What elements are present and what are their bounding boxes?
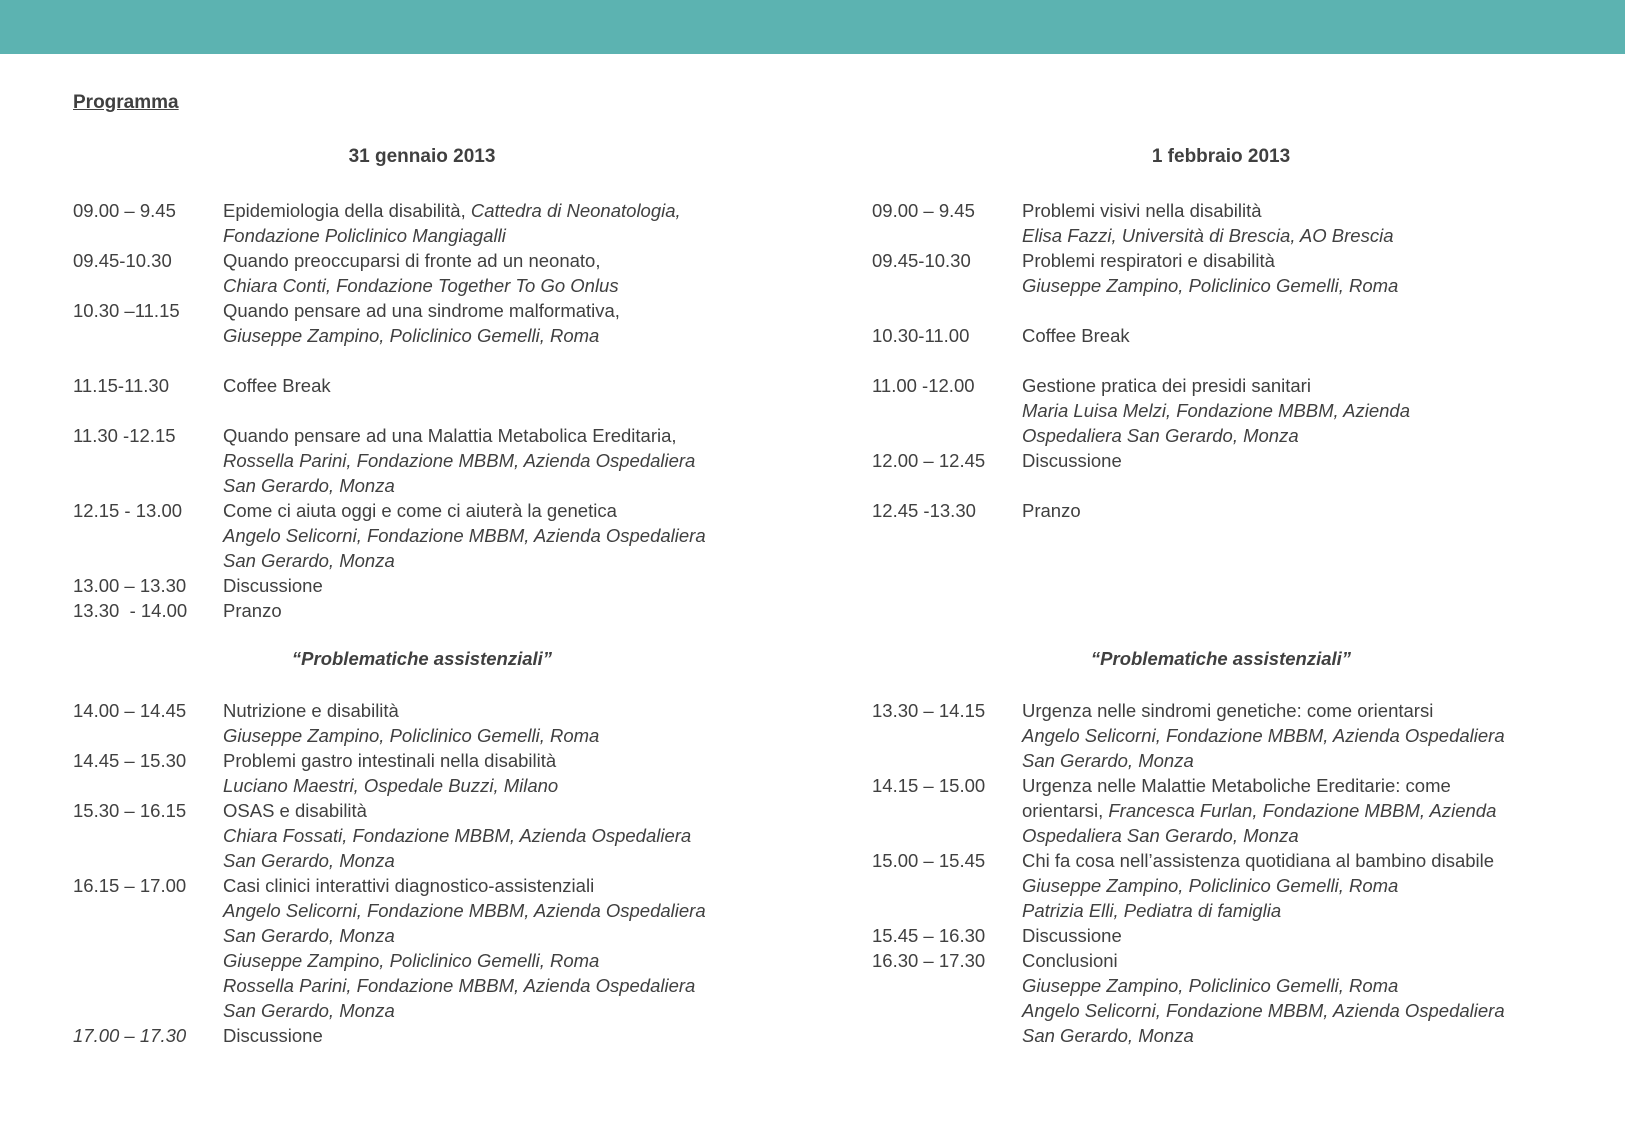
speaker-text: Francesca Furlan, Fondazione MBBM, Azienda (1108, 800, 1497, 821)
topic-text: OSAS e disabilità (223, 800, 367, 821)
description-line (223, 798, 706, 823)
schedule-description (1022, 498, 1410, 523)
header-band (0, 0, 1625, 54)
description-line (223, 948, 706, 973)
speaker-text: Rossella Parini, Fondazione MBBM, Azienda Ospedaliera (223, 450, 696, 471)
description-line (1022, 398, 1410, 423)
description-line (1022, 723, 1505, 748)
description-line (1022, 973, 1505, 998)
speaker-text: San Gerardo, Monza (223, 1000, 395, 1021)
speaker-text: Ospedaliera San Gerardo, Monza (1022, 425, 1299, 446)
description-line (223, 548, 706, 573)
topic-text: Gestione pratica dei presidi sanitari (1022, 375, 1311, 396)
schedule-row (872, 448, 1410, 473)
schedule-row (872, 198, 1410, 248)
schedule-row (872, 923, 1505, 948)
schedule-description (1022, 448, 1410, 473)
speaker-text: Giuseppe Zampino, Policlinico Gemelli, Roma (223, 950, 600, 971)
day-1-date: 31 gennaio 2013 (348, 146, 496, 167)
schedule-row (73, 873, 706, 1023)
schedule-row (872, 373, 1410, 448)
schedule-description (223, 498, 706, 573)
description-line (1022, 823, 1505, 848)
schedule-description (1022, 698, 1505, 773)
speaker-text: San Gerardo, Monza (1022, 750, 1194, 771)
schedule-row (872, 848, 1505, 923)
schedule-time: 17.00 – 17.30 (73, 1025, 187, 1046)
schedule-time: 16.30 – 17.30 (872, 950, 986, 971)
description-line (1022, 1023, 1505, 1048)
schedule-time: 16.15 – 17.00 (73, 875, 187, 896)
speaker-text: San Gerardo, Monza (1022, 1025, 1194, 1046)
description-line (223, 1023, 706, 1048)
schedule-description (223, 298, 706, 348)
schedule-time: 13.30 – 14.15 (872, 700, 986, 721)
schedule-row (73, 698, 706, 748)
schedule-description (223, 748, 706, 798)
schedule-description (223, 698, 706, 748)
topic-text: Chi fa cosa nell’assistenza quotidiana al bambino disabile (1022, 850, 1495, 871)
description-line (1022, 498, 1410, 523)
schedule-time: 09.45-10.30 (73, 250, 172, 271)
day-2-session-title: “Problematiche assistenziali” (1090, 648, 1352, 669)
schedule-description (223, 573, 706, 598)
schedule-description (1022, 773, 1505, 848)
description-line (1022, 248, 1410, 273)
speaker-text: Maria Luisa Melzi, Fondazione MBBM, Azienda (1022, 400, 1410, 421)
description-line (223, 473, 706, 498)
schedule-time: 14.00 – 14.45 (73, 700, 187, 721)
schedule-time: 13.00 – 13.30 (73, 575, 187, 596)
schedule-row (73, 198, 706, 248)
schedule-row (872, 948, 1505, 1048)
speaker-text: San Gerardo, Monza (223, 925, 395, 946)
description-line (223, 973, 706, 998)
day-2-afternoon-schedule (872, 698, 1505, 1048)
description-line (1022, 698, 1505, 723)
description-line (223, 598, 706, 623)
description-line (223, 448, 706, 473)
description-line (1022, 848, 1505, 873)
schedule-time: 11.00 -12.00 (872, 375, 975, 396)
schedule-row (73, 798, 706, 873)
speaker-text: Ospedaliera San Gerardo, Monza (1022, 825, 1299, 846)
speaker-text: Giuseppe Zampino, Policlinico Gemelli, Roma (1022, 975, 1399, 996)
schedule-description (223, 248, 706, 298)
day-1-morning-schedule (73, 198, 706, 623)
schedule-time: 09.00 – 9.45 (872, 200, 975, 221)
description-line (1022, 448, 1410, 473)
schedule-row (872, 248, 1410, 298)
topic-text: Quando pensare ad una sindrome malformativa, (223, 300, 620, 321)
description-line (1022, 773, 1505, 798)
topic-text: Casi clinici interattivi diagnostico-assistenziali (223, 875, 595, 896)
speaker-text: San Gerardo, Monza (223, 550, 395, 571)
schedule-row (872, 323, 1410, 348)
topic-text: Nutrizione e disabilità (223, 700, 399, 721)
schedule-time: 15.30 – 16.15 (73, 800, 187, 821)
speaker-text: Angelo Selicorni, Fondazione MBBM, Azienda Ospedaliera (1022, 725, 1505, 746)
description-line (223, 773, 706, 798)
schedule-time: 09.00 – 9.45 (73, 200, 176, 221)
speaker-text: Angelo Selicorni, Fondazione MBBM, Azienda Ospedaliera (1022, 1000, 1505, 1021)
schedule-description (1022, 948, 1505, 1048)
schedule-description (1022, 923, 1505, 948)
topic-text: Discussione (1022, 450, 1122, 471)
schedule-time: 12.45 -13.30 (872, 500, 976, 521)
speaker-text: Rossella Parini, Fondazione MBBM, Azienda Ospedaliera (223, 975, 696, 996)
description-line (223, 523, 706, 548)
description-line (1022, 998, 1505, 1023)
topic-text: Quando preoccuparsi di fronte ad un neonato, (223, 250, 601, 271)
schedule-description (223, 423, 706, 498)
description-line (223, 848, 706, 873)
topic-text: Pranzo (1022, 500, 1081, 521)
description-line (223, 823, 706, 848)
description-line (223, 223, 706, 248)
topic-text: Discussione (223, 1025, 323, 1046)
schedule-description (223, 798, 706, 873)
speaker-text: Giuseppe Zampino, Policlinico Gemelli, Roma (223, 725, 600, 746)
topic-text: Coffee Break (1022, 325, 1130, 346)
description-line (223, 373, 706, 398)
description-line (1022, 323, 1410, 348)
description-line (223, 323, 706, 348)
schedule-row (73, 298, 706, 348)
speaker-text: Elisa Fazzi, Università di Brescia, AO Brescia (1022, 225, 1394, 246)
schedule-row (872, 498, 1410, 523)
description-line (223, 698, 706, 723)
schedule-row (872, 698, 1505, 773)
schedule-time: 14.45 – 15.30 (73, 750, 187, 771)
speaker-text: Giuseppe Zampino, Policlinico Gemelli, Roma (1022, 275, 1399, 296)
description-line (1022, 423, 1410, 448)
schedule-time: 11.30 -12.15 (73, 425, 176, 446)
schedule-row (73, 498, 706, 573)
description-line (1022, 923, 1505, 948)
schedule-description (223, 1023, 706, 1048)
speaker-text: Chiara Fossati, Fondazione MBBM, Azienda Ospedaliera (223, 825, 692, 846)
schedule-row (73, 248, 706, 298)
speaker-text: Giuseppe Zampino, Policlinico Gemelli, Roma (1022, 875, 1399, 896)
schedule-time: 12.00 – 12.45 (872, 450, 986, 471)
schedule-description (1022, 198, 1410, 248)
description-line (223, 198, 706, 223)
description-line (223, 573, 706, 598)
schedule-description (1022, 323, 1410, 348)
description-line (1022, 223, 1410, 248)
schedule-row (73, 598, 706, 623)
topic-text: Quando pensare ad una Malattia Metabolica Ereditaria, (223, 425, 677, 446)
day-1-afternoon-schedule (73, 698, 706, 1048)
speaker-text: Angelo Selicorni, Fondazione MBBM, Azienda Ospedaliera (223, 900, 706, 921)
topic-text: Come ci aiuta oggi e come ci aiuterà la genetica (223, 500, 617, 521)
schedule-time: 15.00 – 15.45 (872, 850, 986, 871)
schedule-time: 09.45-10.30 (872, 250, 971, 271)
speaker-text: Cattedra di Neonatologia, (470, 200, 681, 221)
description-line (1022, 898, 1505, 923)
description-line (1022, 373, 1410, 398)
description-line (223, 898, 706, 923)
schedule-time: 11.15-11.30 (73, 375, 170, 396)
description-line (223, 248, 706, 273)
schedule-description (223, 598, 706, 623)
description-line (223, 723, 706, 748)
schedule-time: 10.30-11.00 (872, 325, 970, 346)
schedule-description (1022, 848, 1505, 923)
description-line (1022, 748, 1505, 773)
schedule-row (73, 423, 706, 498)
schedule-time: 14.15 – 15.00 (872, 775, 986, 796)
description-line (223, 998, 706, 1023)
day-1-session-title: “Problematiche assistenziali” (291, 648, 553, 669)
speaker-text: Patrizia Elli, Pediatra di famiglia (1022, 900, 1282, 921)
schedule-row (872, 773, 1505, 848)
speaker-text: Chiara Conti, Fondazione Together To Go Onlus (223, 275, 619, 296)
day-2-date: 1 febbraio 2013 (1151, 146, 1291, 167)
description-line (223, 748, 706, 773)
description-line (1022, 198, 1410, 223)
description-line (223, 873, 706, 898)
schedule-description (223, 373, 706, 398)
day-2-morning-schedule (872, 198, 1410, 523)
topic-text: Urgenza nelle sindromi genetiche: come orientarsi (1022, 700, 1434, 721)
topic-text: orientarsi, (1022, 800, 1109, 821)
speaker-text: San Gerardo, Monza (223, 475, 395, 496)
topic-text: Problemi gastro intestinali nella disabilità (223, 750, 557, 771)
topic-text: Urgenza nelle Malattie Metaboliche Ereditarie: come (1022, 775, 1451, 796)
description-line (1022, 273, 1410, 298)
description-line (1022, 798, 1505, 823)
schedule-time: 12.15 - 13.00 (73, 500, 183, 521)
schedule-time: 10.30 –11.15 (73, 300, 180, 321)
description-line (1022, 873, 1505, 898)
description-line (223, 273, 706, 298)
topic-text: Epidemiologia della disabilità, (223, 200, 471, 221)
schedule-row (73, 748, 706, 798)
description-line (1022, 948, 1505, 973)
topic-text: Pranzo (223, 600, 282, 621)
page-title: Programma (73, 92, 179, 113)
schedule-description (223, 198, 706, 248)
schedule-row (73, 373, 706, 398)
schedule-description (1022, 373, 1410, 448)
topic-text: Conclusioni (1022, 950, 1118, 971)
description-line (223, 923, 706, 948)
topic-text: Problemi visivi nella disabilità (1022, 200, 1262, 221)
speaker-text: San Gerardo, Monza (223, 850, 395, 871)
topic-text: Discussione (223, 575, 323, 596)
schedule-time: 15.45 – 16.30 (872, 925, 986, 946)
schedule-row (73, 1023, 706, 1048)
description-line (223, 498, 706, 523)
speaker-text: Fondazione Policlinico Mangiagalli (223, 225, 506, 246)
schedule-description (1022, 248, 1410, 298)
schedule-time: 13.30 - 14.00 (73, 600, 188, 621)
topic-text: Coffee Break (223, 375, 331, 396)
speaker-text: Giuseppe Zampino, Policlinico Gemelli, Roma (223, 325, 600, 346)
schedule-description (223, 873, 706, 1023)
topic-text: Problemi respiratori e disabilità (1022, 250, 1275, 271)
speaker-text: Angelo Selicorni, Fondazione MBBM, Azienda Ospedaliera (223, 525, 706, 546)
description-line (223, 298, 706, 323)
speaker-text: Luciano Maestri, Ospedale Buzzi, Milano (223, 775, 559, 796)
schedule-row (73, 573, 706, 598)
description-line (223, 423, 706, 448)
topic-text: Discussione (1022, 925, 1122, 946)
